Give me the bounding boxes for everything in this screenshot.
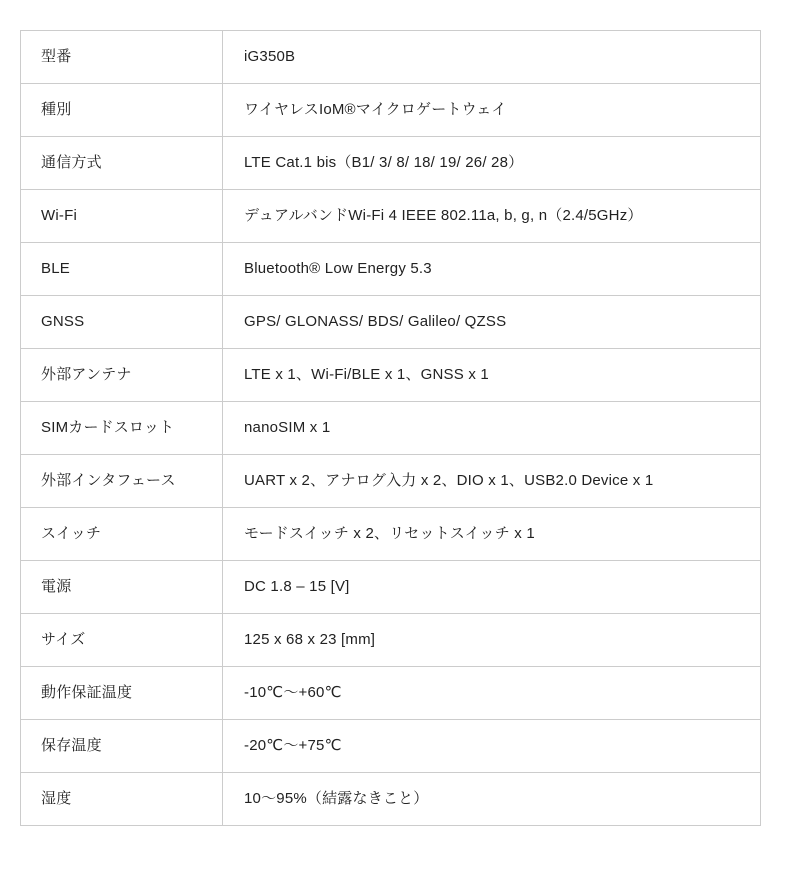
table-row bbox=[21, 402, 761, 455]
spec-label: 湿度 bbox=[21, 773, 223, 826]
table-row bbox=[21, 455, 761, 508]
spec-label: 保存温度 bbox=[21, 720, 223, 773]
spec-value: デュアルバンドWi-Fi 4 IEEE 802.11a, b, g, n（2.4/5GHz） bbox=[223, 190, 761, 243]
spec-value: GPS/ GLONASS/ BDS/ Galileo/ QZSS bbox=[223, 296, 761, 349]
spec-label: 通信方式 bbox=[21, 137, 223, 190]
spec-value: iG350B bbox=[223, 31, 761, 84]
spec-value: ワイヤレスIoM®マイクロゲートウェイ bbox=[223, 84, 761, 137]
spec-value: DC 1.8 – 15 [V] bbox=[223, 561, 761, 614]
spec-label: BLE bbox=[21, 243, 223, 296]
spec-value: Bluetooth® Low Energy 5.3 bbox=[223, 243, 761, 296]
spec-label: SIMカードスロット bbox=[21, 402, 223, 455]
spec-table-body bbox=[21, 31, 761, 826]
table-row bbox=[21, 296, 761, 349]
spec-label: GNSS bbox=[21, 296, 223, 349]
spec-value: -20℃〜+75℃ bbox=[223, 720, 761, 773]
spec-table bbox=[20, 30, 761, 826]
spec-label: 電源 bbox=[21, 561, 223, 614]
spec-label: 種別 bbox=[21, 84, 223, 137]
table-row bbox=[21, 614, 761, 667]
table-row bbox=[21, 137, 761, 190]
table-row bbox=[21, 720, 761, 773]
spec-label: 外部インタフェース bbox=[21, 455, 223, 508]
spec-value: -10℃〜+60℃ bbox=[223, 667, 761, 720]
spec-label: Wi-Fi bbox=[21, 190, 223, 243]
spec-label: サイズ bbox=[21, 614, 223, 667]
spec-value: nanoSIM x 1 bbox=[223, 402, 761, 455]
table-row bbox=[21, 667, 761, 720]
table-row bbox=[21, 508, 761, 561]
spec-label: スイッチ bbox=[21, 508, 223, 561]
spec-value: LTE x 1、Wi-Fi/BLE x 1、GNSS x 1 bbox=[223, 349, 761, 402]
spec-value: モードスイッチ x 2、リセットスイッチ x 1 bbox=[223, 508, 761, 561]
spec-label: 動作保証温度 bbox=[21, 667, 223, 720]
spec-value: 10〜95%（結露なきこと） bbox=[223, 773, 761, 826]
table-row bbox=[21, 561, 761, 614]
spec-value: 125 x 68 x 23 [mm] bbox=[223, 614, 761, 667]
spec-label: 外部アンテナ bbox=[21, 349, 223, 402]
spec-value: LTE Cat.1 bis（B1/ 3/ 8/ 18/ 19/ 26/ 28） bbox=[223, 137, 761, 190]
spec-label: 型番 bbox=[21, 31, 223, 84]
table-row bbox=[21, 773, 761, 826]
spec-value: UART x 2、アナログ入力 x 2、DIO x 1、USB2.0 Device x 1 bbox=[223, 455, 761, 508]
table-row bbox=[21, 31, 761, 84]
table-row bbox=[21, 349, 761, 402]
table-row bbox=[21, 190, 761, 243]
table-row bbox=[21, 84, 761, 137]
table-row bbox=[21, 243, 761, 296]
